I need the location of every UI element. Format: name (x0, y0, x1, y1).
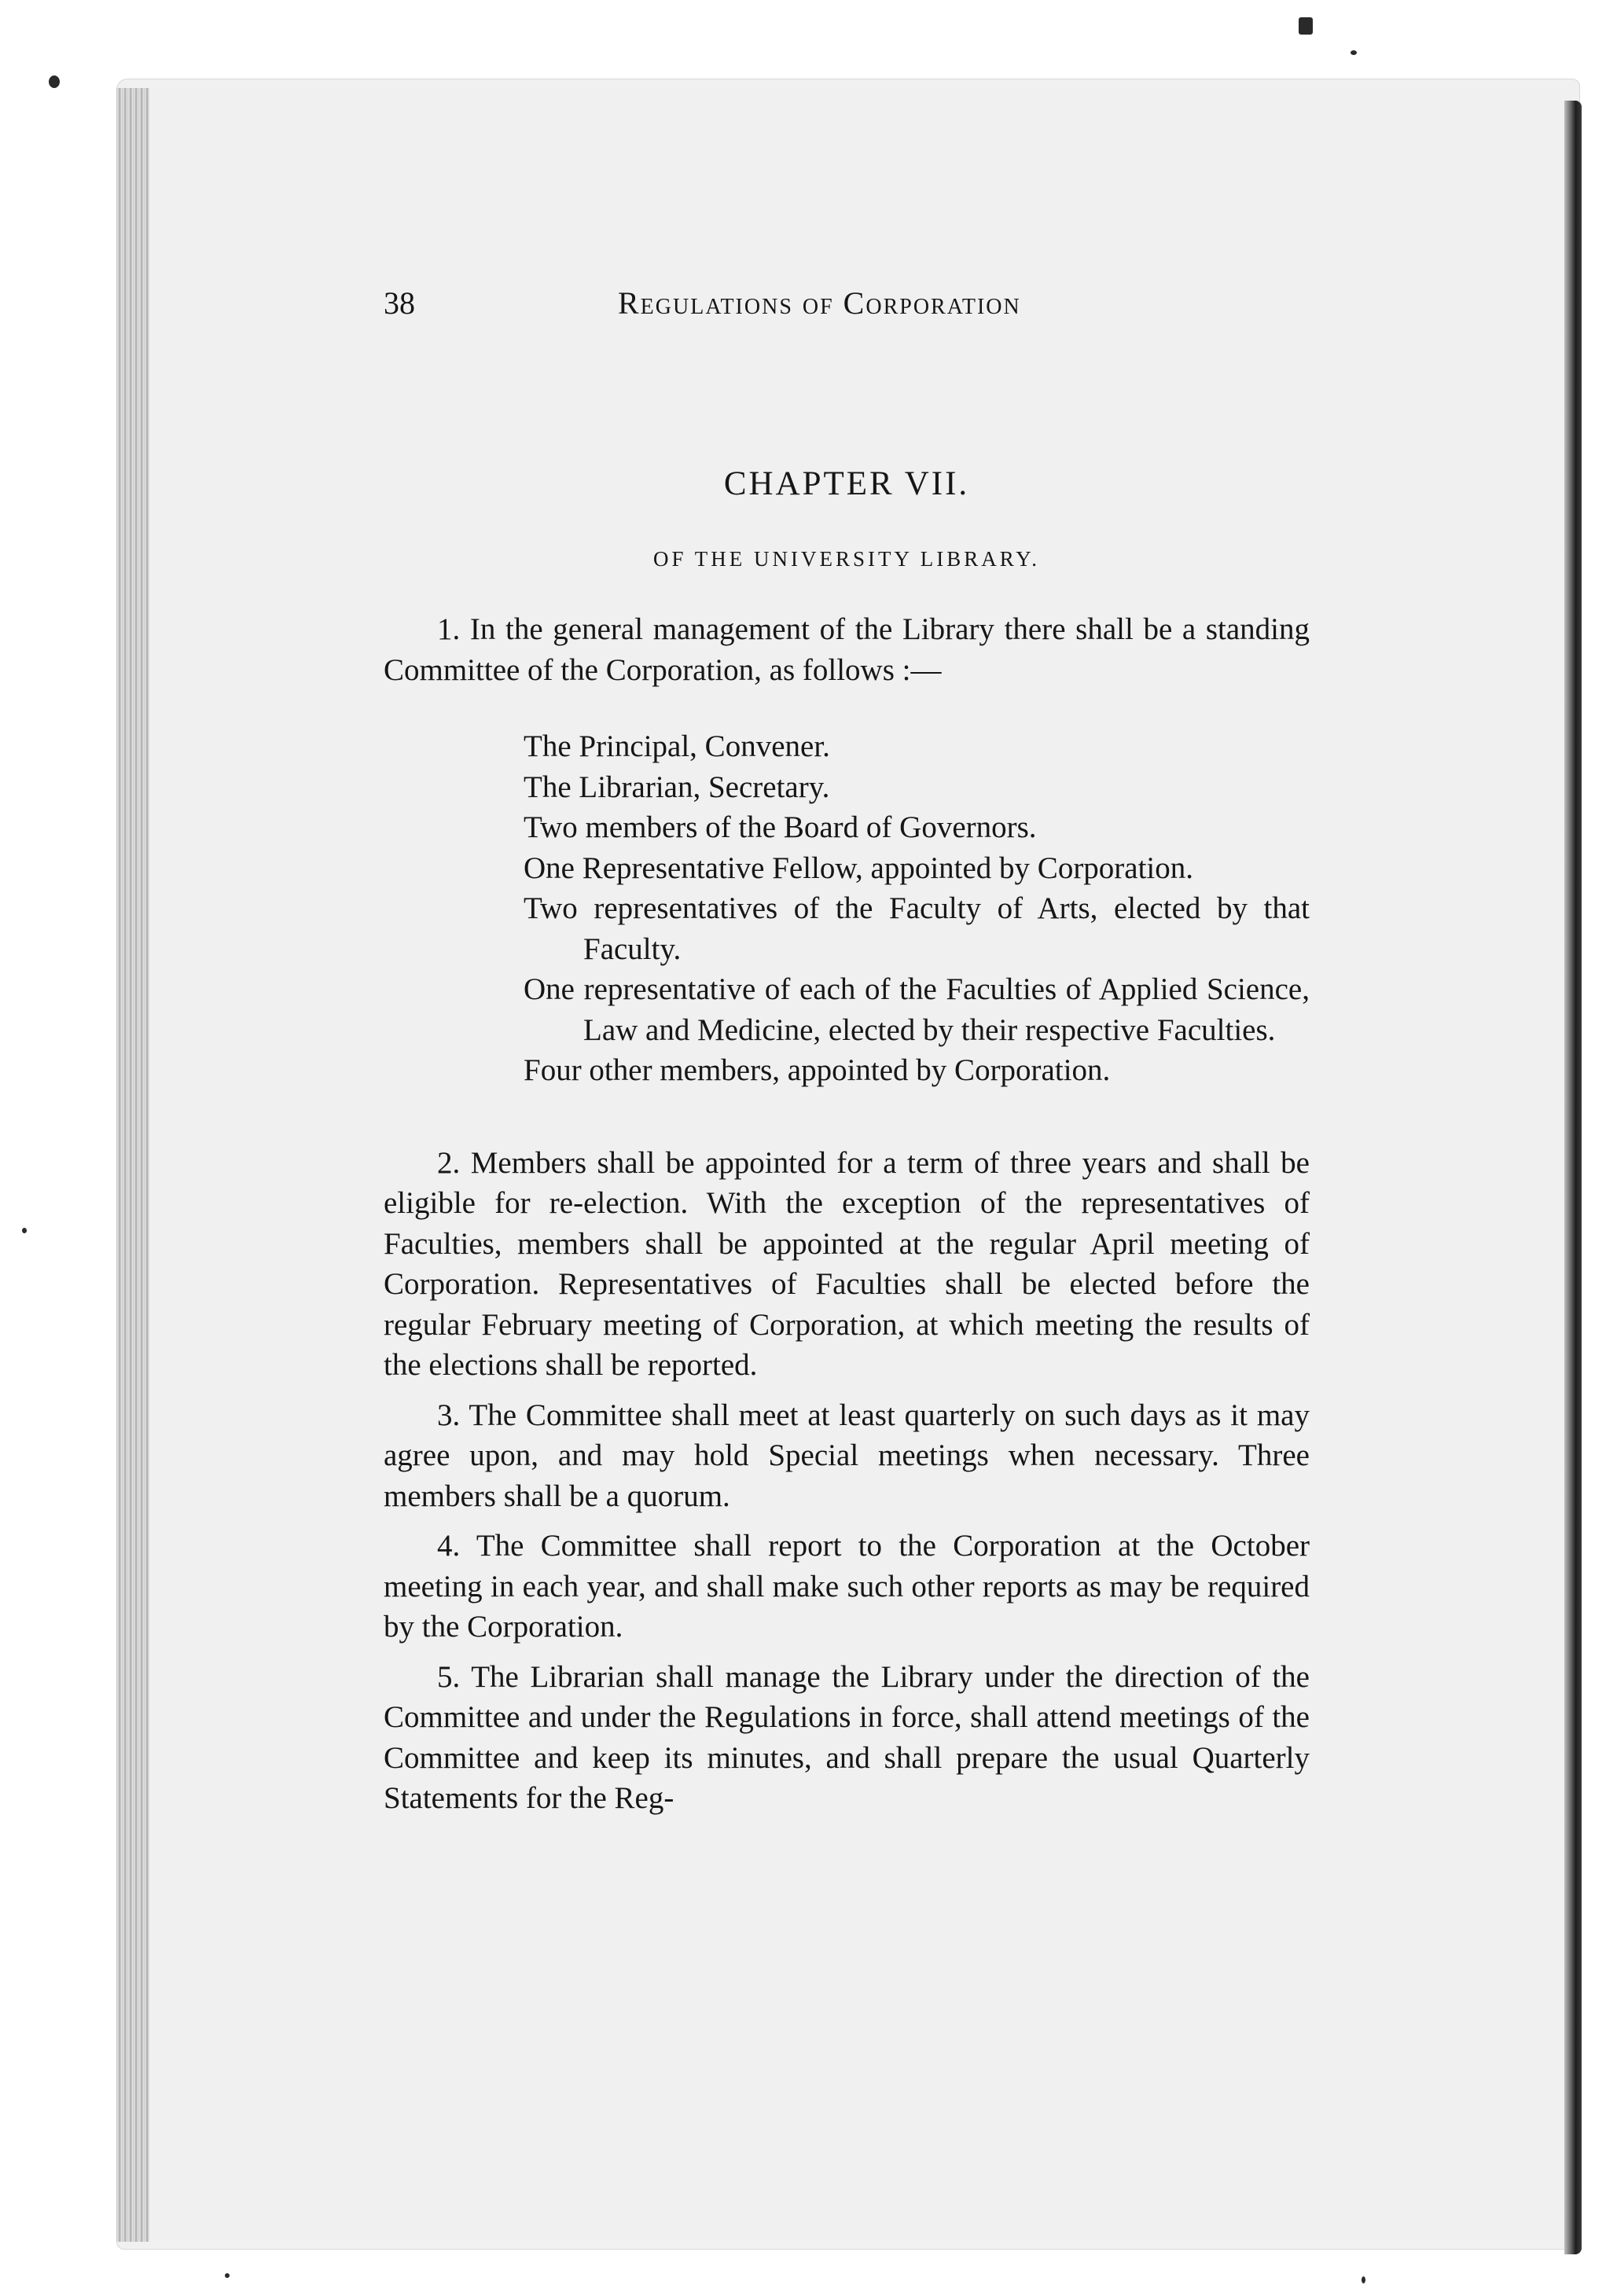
section-text: In the general management of the Library there shall be a standing Committee of the Corporation, as follows :— (384, 612, 1310, 687)
page-left-edge (116, 88, 149, 2242)
scan-speck (1299, 17, 1313, 35)
committee-member: The Principal, Convener. (524, 729, 830, 763)
running-head (384, 283, 1310, 330)
committee-members-list (524, 726, 1310, 1091)
committee-member: The Librarian, Secretary. (524, 770, 830, 804)
section-number: 1. (437, 612, 461, 646)
page-number: 38 (384, 285, 415, 321)
committee-member: Four other members, appointed by Corporation. (524, 1053, 1111, 1087)
section-5 (384, 1657, 1310, 1819)
committee-member: One representative of each of the Faculties of Applied Science, Law and Medicine, elected by their respective Faculties. (524, 972, 1310, 1047)
scan-speck (22, 1228, 27, 1233)
section-number: 2. (437, 1145, 461, 1180)
section-text: The Committee shall meet at least quarterly on such days as it may agree upon, and may hold Special meetings when necessary. Three members shall be a quorum. (384, 1398, 1310, 1513)
running-title: Regulations of Corporation (618, 285, 1021, 321)
scan-speck (49, 75, 60, 88)
chapter-subheading: OF THE UNIVERSITY LIBRARY. (652, 546, 1041, 571)
scan-speck (1351, 50, 1357, 55)
scan-speck (1362, 2276, 1365, 2283)
section-number: 3. (437, 1398, 461, 1432)
committee-member: Two members of the Board of Governors. (524, 810, 1037, 844)
section-4 (384, 1526, 1310, 1648)
committee-member: One Representative Fellow, appointed by Corporation. (524, 850, 1194, 885)
section-3 (384, 1395, 1310, 1517)
scan-speck (225, 2273, 230, 2278)
section-text: The Committee shall report to the Corporation at the October meeting in each year, and shall make such other reports as may be required by the Corporation. (384, 1529, 1310, 1644)
section-text: The Librarian shall manage the Library under the direction of the Committee and under the Regulations in force, shall attend meetings of the Committee and keep its minutes, and shall prepare the usual Quarterly Statements for the Reg- (384, 1659, 1310, 1815)
section-2 (384, 1143, 1310, 1386)
section-number: 4. (437, 1529, 461, 1563)
committee-member: Two representatives of the Faculty of Arts, elected by that Faculty. (524, 891, 1310, 966)
page-right-edge (1564, 101, 1582, 2254)
section-text: Members shall be appointed for a term of three years and shall be eligible for re-election. With the exception of the representatives of Faculties, members shall be appointed at the regular April meeting of Corporation. Representatives of Faculties shall be elected before the regular February meeting of Corporation, at which meeting the results of the elections shall be reported. (384, 1145, 1310, 1382)
section-number: 5. (437, 1659, 461, 1694)
section-1 (384, 609, 1310, 690)
chapter-heading: CHAPTER VII. (723, 465, 970, 502)
page-text (384, 283, 1310, 1819)
